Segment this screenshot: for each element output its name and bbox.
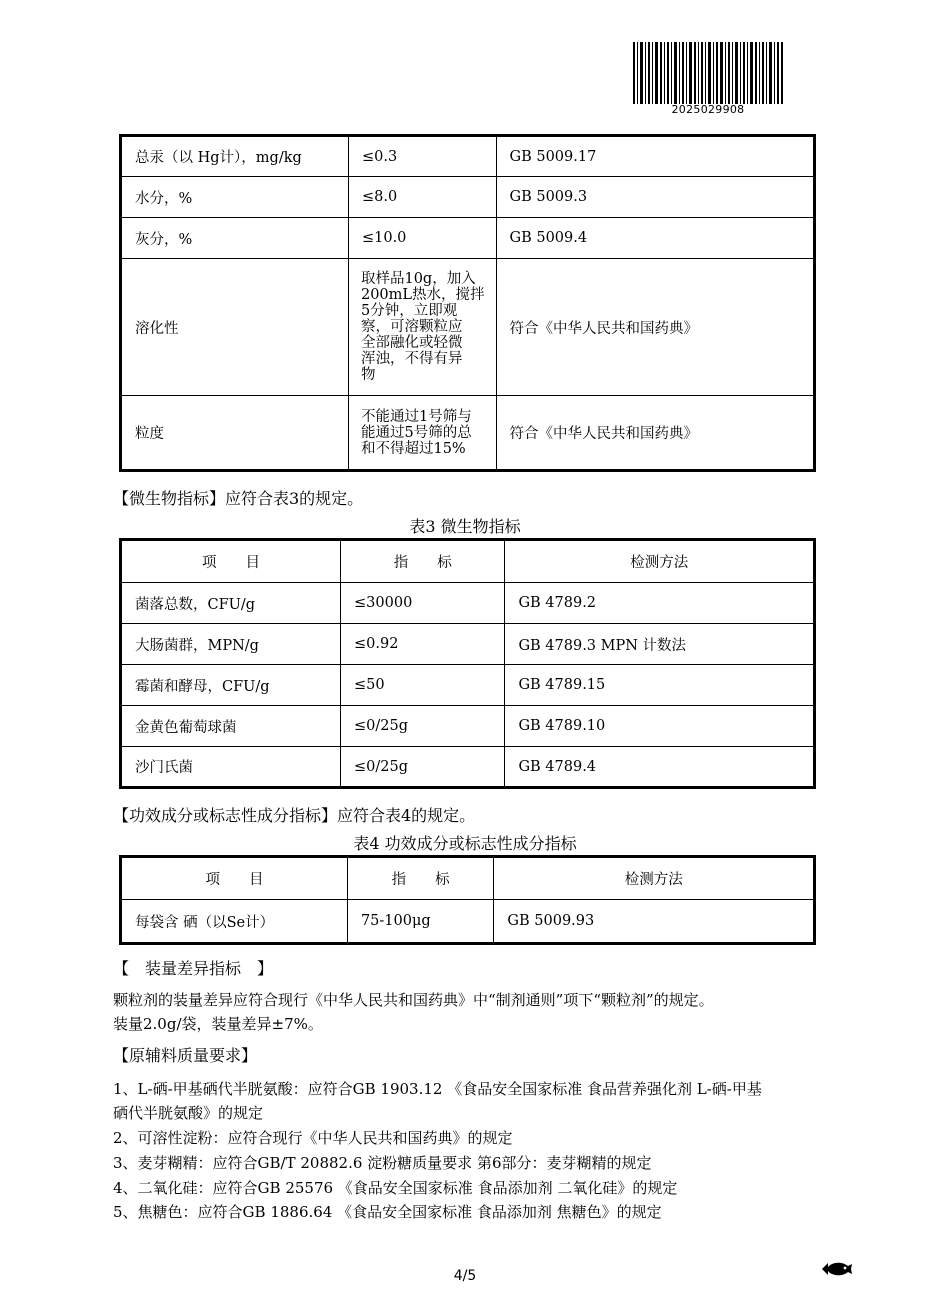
item-cell: 粒度 <box>121 396 349 471</box>
value-cell: ≤0.92 <box>341 624 505 665</box>
value-line: 和不得超过15% <box>360 440 466 457</box>
materials-item: 5、焦糖色：应符合GB 1886.64 《食品安全国家标准 食品添加剂 焦糖色》的规定 <box>113 1203 662 1221</box>
value-cell: ≤0/25g <box>341 747 505 788</box>
table-row <box>121 583 815 624</box>
table-header-row <box>121 540 815 583</box>
table3-caption: 表3 微生物指标 <box>409 517 521 536</box>
materials-item: 1、L-硒-甲基硒代半胱氨酸：应符合GB 1903.12 《食品安全国家标准 食品营养强化剂 L-硒-甲基 <box>113 1080 762 1098</box>
method-cell: 符合《中华人民共和国药典》 <box>496 396 815 471</box>
item-cell: 水分，% <box>121 177 349 218</box>
physicochemical-table <box>119 134 816 472</box>
header-item: 项 目 <box>121 857 348 900</box>
method-cell: GB 4789.4 <box>505 747 815 788</box>
materials-item: 2、可溶性淀粉：应符合现行《中华人民共和国药典》的规定 <box>113 1129 513 1147</box>
header-item: 项 目 <box>121 540 341 583</box>
table-row <box>121 218 815 259</box>
barcode <box>633 42 783 104</box>
microbial-table <box>119 538 816 789</box>
value-cell: ≤0/25g <box>341 706 505 747</box>
value-cell: 75-100μg <box>347 900 493 944</box>
header-method: 检测方法 <box>494 857 815 900</box>
item-cell: 总汞（以 Hg计），mg/kg <box>121 136 349 177</box>
method-cell: GB 5009.17 <box>496 136 815 177</box>
packing-line: 装量2.0g/袋，装量差异±7%。 <box>113 1015 323 1033</box>
value-line: 不能通过1号筛与 <box>360 408 472 425</box>
table-row <box>121 396 815 471</box>
method-cell: GB 4789.10 <box>505 706 815 747</box>
functional-intro: 【功效成分或标志性成分指标】应符合表4的规定。 <box>113 806 476 825</box>
micro-intro: 【微生物指标】应符合表3的规定。 <box>113 489 364 508</box>
method-cell: GB 5009.93 <box>494 900 815 944</box>
value-line: 取样品10g，加入 <box>360 271 476 287</box>
value-line: 浑浊，不得有异 <box>360 351 463 367</box>
method-cell: GB 4789.2 <box>505 583 815 624</box>
table-row <box>121 706 815 747</box>
method-cell: GB 4789.3 MPN 计数法 <box>505 624 815 665</box>
materials-heading: 【原辅料质量要求】 <box>113 1046 258 1065</box>
value-cell: ≤0.3 <box>348 136 496 177</box>
header-value: 指 标 <box>347 857 493 900</box>
table4-caption: 表4 功效成分或标志性成分指标 <box>353 834 577 853</box>
item-cell: 霉菌和酵母，CFU/g <box>121 665 341 706</box>
table-row <box>121 624 815 665</box>
method-cell: GB 5009.3 <box>496 177 815 218</box>
barcode-number: 2025029908 <box>671 103 745 116</box>
table-header-row <box>121 857 815 900</box>
item-cell: 菌落总数，CFU/g <box>121 583 341 624</box>
table-row <box>121 747 815 788</box>
method-cell: 符合《中华人民共和国药典》 <box>496 259 815 396</box>
table-row <box>121 177 815 218</box>
item-cell: 金黄色葡萄球菌 <box>121 706 341 747</box>
fish-icon <box>820 1258 854 1280</box>
header-method: 检测方法 <box>505 540 815 583</box>
value-line: 物 <box>360 367 376 383</box>
item-cell: 溶化性 <box>121 259 349 396</box>
item-cell: 每袋含 硒（以Se计） <box>121 900 348 944</box>
item-cell: 大肠菌群，MPN/g <box>121 624 341 665</box>
materials-item: 硒代半胱氨酸》的规定 <box>113 1104 264 1122</box>
packing-line: 颗粒剂的装量差异应符合现行《中华人民共和国药典》中“制剂通则”项下“颗粒剂”的规定。 <box>113 991 714 1009</box>
value-line: 200mL热水，搅拌 <box>360 287 485 303</box>
functional-table <box>119 855 816 945</box>
value-cell: ≤10.0 <box>348 218 496 259</box>
value-cell: ≤50 <box>341 665 505 706</box>
header-value: 指 标 <box>341 540 505 583</box>
value-line: 5分钟，立即观 <box>360 303 458 319</box>
value-cell <box>348 396 496 471</box>
materials-item: 3、麦芽糊精：应符合GB/T 20882.6 淀粉糖质量要求 第6部分：麦芽糊精的规定 <box>113 1154 652 1172</box>
table-row <box>121 259 815 396</box>
item-cell: 灰分，% <box>121 218 349 259</box>
value-cell <box>348 259 496 396</box>
value-line: 全部融化或轻微 <box>360 335 463 351</box>
table-row <box>121 665 815 706</box>
method-cell: GB 5009.4 <box>496 218 815 259</box>
value-cell: ≤8.0 <box>348 177 496 218</box>
packing-heading: 【 装量差异指标 】 <box>113 959 274 978</box>
value-line: 察，可溶颗粒应 <box>360 319 463 335</box>
table-row <box>121 900 815 944</box>
value-cell: ≤30000 <box>341 583 505 624</box>
value-line: 能通过5号筛的总 <box>360 424 472 441</box>
item-cell: 沙门氏菌 <box>121 747 341 788</box>
table-row <box>121 136 815 177</box>
materials-item: 4、二氧化硅：应符合GB 25576 《食品安全国家标准 食品添加剂 二氧化硅》的规定 <box>113 1179 678 1197</box>
method-cell: GB 4789.15 <box>505 665 815 706</box>
page-number: 4/5 <box>453 1268 477 1284</box>
